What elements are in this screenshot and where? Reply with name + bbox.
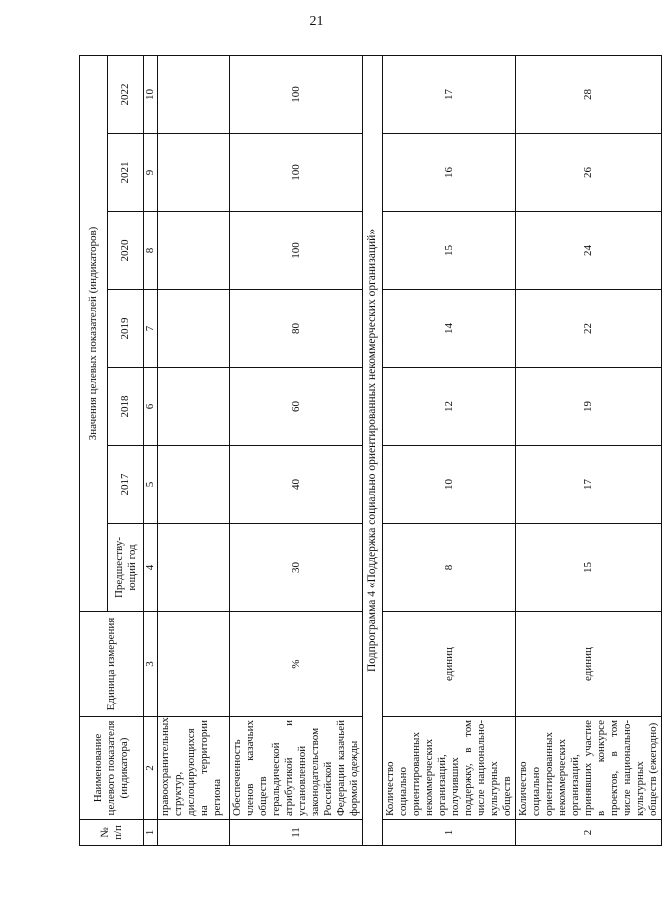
row-name: Обеспеченность членов казачьих обществ геральдической атрибутикой и установленной законодательством Российской Федерации казачьей формой одежды bbox=[230, 717, 363, 820]
row-value: 10 bbox=[383, 446, 516, 524]
table-row bbox=[516, 55, 662, 845]
column-number-row bbox=[144, 55, 158, 845]
header-unit: Единица измерения bbox=[80, 612, 144, 717]
row-name: правоохранительных структур, дислоцирующихся на территории региона bbox=[158, 717, 230, 820]
row-value: 28 bbox=[516, 55, 662, 133]
row-prev: 15 bbox=[516, 524, 662, 612]
header-year: 2021 bbox=[108, 134, 144, 212]
row-value: 60 bbox=[230, 368, 363, 446]
subprogram-row bbox=[363, 55, 383, 845]
column-number: 2 bbox=[144, 717, 158, 820]
row-value: 100 bbox=[230, 55, 363, 133]
row-unit: единиц bbox=[383, 612, 516, 717]
row-value: 24 bbox=[516, 212, 662, 290]
column-number: 8 bbox=[144, 212, 158, 290]
row-value bbox=[158, 446, 230, 524]
row-value: 12 bbox=[383, 368, 516, 446]
row-num: 11 bbox=[230, 820, 363, 846]
page-number: 21 bbox=[309, 14, 324, 29]
row-num: 1 bbox=[383, 820, 516, 846]
column-number: 9 bbox=[144, 134, 158, 212]
rotated-table-container bbox=[79, 56, 659, 846]
row-value: 80 bbox=[230, 290, 363, 368]
header-name: Наименование целевого показателя (индикатора) bbox=[80, 717, 144, 820]
column-number: 6 bbox=[144, 368, 158, 446]
row-name: Количество социально ориентированных некоммерческих организаций, принявших участие в конкурсе проектов, в том числе национально-культурных обществ (ежегодно) bbox=[516, 717, 662, 820]
row-name: Количество социально ориентированных некоммерческих организаций, получивших поддержку, в том числе национально-культурных обществ bbox=[383, 717, 516, 820]
row-value bbox=[158, 290, 230, 368]
header-year: 2022 bbox=[108, 55, 144, 133]
subprogram-title: Подпрограмма 4 «Поддержка социально ориентированных некоммерческих организаций» bbox=[363, 55, 383, 845]
header-year: 2018 bbox=[108, 368, 144, 446]
row-value: 40 bbox=[230, 446, 363, 524]
header-year: 2017 bbox=[108, 446, 144, 524]
row-value: 17 bbox=[516, 446, 662, 524]
column-number: 7 bbox=[144, 290, 158, 368]
header-previous-year: Предшеству-ющий год bbox=[108, 524, 144, 612]
header-row-1 bbox=[80, 55, 108, 845]
header-num: № п/п bbox=[80, 820, 144, 846]
indicators-table bbox=[79, 55, 662, 846]
row-value: 22 bbox=[516, 290, 662, 368]
row-value: 26 bbox=[516, 134, 662, 212]
row-value: 19 bbox=[516, 368, 662, 446]
row-value bbox=[158, 134, 230, 212]
row-value bbox=[158, 368, 230, 446]
row-value bbox=[158, 55, 230, 133]
table-row bbox=[230, 55, 363, 845]
row-value: 17 bbox=[383, 55, 516, 133]
row-value: 100 bbox=[230, 212, 363, 290]
row-value: 100 bbox=[230, 134, 363, 212]
header-values-group: Значения целевых показателей (индикаторов) bbox=[80, 55, 108, 611]
table-row bbox=[158, 55, 230, 845]
row-unit: % bbox=[230, 612, 363, 717]
row-prev: 30 bbox=[230, 524, 363, 612]
row-prev bbox=[158, 524, 230, 612]
column-number: 4 bbox=[144, 524, 158, 612]
column-number: 1 bbox=[144, 820, 158, 846]
column-number: 10 bbox=[144, 55, 158, 133]
row-value: 16 bbox=[383, 134, 516, 212]
row-prev: 8 bbox=[383, 524, 516, 612]
row-value bbox=[158, 212, 230, 290]
header-year: 2019 bbox=[108, 290, 144, 368]
row-num bbox=[158, 820, 230, 846]
column-number: 3 bbox=[144, 612, 158, 717]
row-unit: единиц bbox=[516, 612, 662, 717]
row-value: 15 bbox=[383, 212, 516, 290]
row-unit bbox=[158, 612, 230, 717]
header-year: 2020 bbox=[108, 212, 144, 290]
row-num: 2 bbox=[516, 820, 662, 846]
row-value: 14 bbox=[383, 290, 516, 368]
table-row bbox=[383, 55, 516, 845]
column-number: 5 bbox=[144, 446, 158, 524]
